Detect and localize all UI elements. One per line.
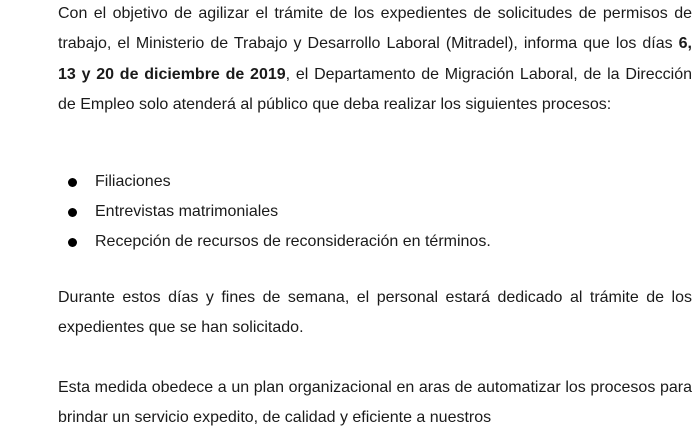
intro-text-start: Con el objetivo de agilizar el trámite de los expedientes de solicitudes de permisos de trabajo, el Ministerio de Trabajo y Desarrollo Laboral (Mitradel), informa que los días [58,5,692,53]
bullet-icon [68,178,77,187]
list-item [58,167,692,197]
schedule-paragraph: Durante estos días y fines de semana, el personal estará dedicado al trámite de los expedientes que se han solicitado. [58,289,692,337]
list-item [58,227,692,257]
intro-paragraph [58,0,692,120]
list-item-label: Filiaciones [95,173,171,190]
measure-paragraph: Esta medida obedece a un plan organizacional en aras de automatizar los procesos para brindar un servicio expedito, de calidad y eficiente a nuestros [58,379,692,427]
list-item-label: Recepción de recursos de reconsideración en términos. [95,233,491,250]
list-item [58,197,692,227]
list-item-label: Entrevistas matrimoniales [95,203,279,220]
document-page [58,0,692,441]
bullet-icon [68,238,77,247]
process-list [58,167,692,257]
bullet-icon [68,208,77,217]
intro-text-end: , el Departamento de Migración Laboral, de la Dirección de Empleo solo atenderá al público que deba realizar los siguientes procesos: [58,65,692,113]
highlighted-dates: 6, 13 y 20 de diciembre de 2019 [58,35,692,83]
